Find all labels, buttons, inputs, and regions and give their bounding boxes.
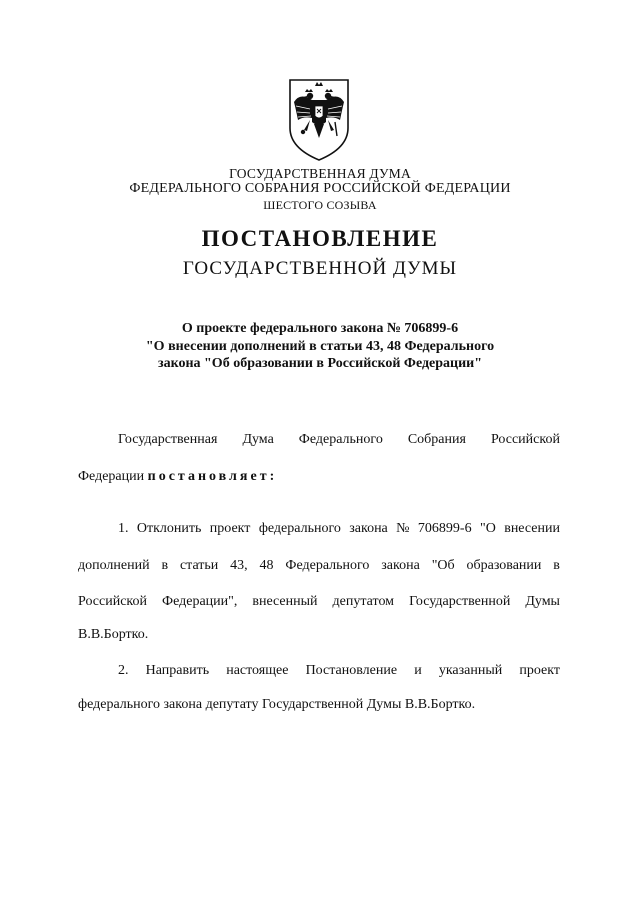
subject-line: О проекте федерального закона № 706899-6 — [181, 321, 459, 336]
item1-line-1 — [118, 521, 560, 537]
word: статьи — [179, 558, 219, 573]
header-line-convocation: ШЕСТОГО СОЗЫВА — [263, 198, 377, 212]
word: Постановление — [305, 663, 398, 678]
word: Российской — [490, 432, 560, 447]
item2-line-2: федерального закона депутату Государственной Думы В.В.Бортко. — [78, 697, 476, 712]
word: в — [161, 558, 169, 573]
word: Федерации", — [162, 594, 238, 609]
item1-line-2 — [78, 558, 560, 574]
item1-line-4: В.В.Бортко. — [78, 627, 149, 642]
word: внесенный — [252, 594, 318, 609]
subject-line: закона "Об образовании в Российской Федерации" — [157, 356, 483, 371]
word: "О — [479, 521, 496, 536]
word: Направить — [145, 663, 210, 678]
word: 48 — [259, 558, 274, 573]
word: 43, — [230, 558, 248, 573]
preamble-text: Федерации — [78, 469, 145, 484]
word: внесении — [504, 521, 560, 536]
word: Отклонить — [136, 521, 202, 536]
word: "Об — [431, 558, 455, 573]
word: и — [414, 663, 422, 678]
word: закона — [349, 521, 388, 536]
word: Федерального — [285, 558, 370, 573]
word: Думы — [525, 594, 560, 609]
subject-line: "О внесении дополнений в статьи 43, 48 Федерального — [145, 338, 495, 354]
item2-line-1 — [118, 663, 560, 679]
word: 1. — [118, 521, 129, 536]
word: Дума — [242, 432, 274, 447]
state-emblem-icon — [284, 76, 354, 162]
word: закона — [381, 558, 420, 573]
word: дополнений — [78, 558, 150, 573]
word: указанный — [438, 663, 503, 678]
item1-line-3 — [78, 594, 560, 610]
word: федерального — [258, 521, 341, 536]
word: 2. — [118, 663, 129, 678]
document-subject — [0, 320, 640, 373]
word: проект — [519, 663, 560, 678]
document-type-title: ПОСТАНОВЛЕНИЕ — [201, 226, 439, 251]
word: в — [553, 558, 560, 573]
word: № — [396, 521, 410, 536]
word: 706899-6 — [417, 521, 472, 536]
header-line-duma: ГОСУДАРСТВЕННАЯ ДУМА — [229, 166, 411, 181]
document-issuer-title: ГОСУДАРСТВЕННОЙ ДУМЫ — [182, 258, 458, 279]
word: депутатом — [332, 594, 395, 609]
preamble-line-2 — [78, 469, 277, 485]
preamble-resolves: постановляет: — [147, 469, 278, 484]
word: Государственная — [118, 432, 218, 447]
word: образовании — [466, 558, 542, 573]
word: Собрания — [407, 432, 466, 447]
word: Государственной — [409, 594, 511, 609]
word: проект — [209, 521, 251, 536]
header-line-assembly: ФЕДЕРАЛЬНОГО СОБРАНИЯ РОССИЙСКОЙ ФЕДЕРАЦИИ — [129, 181, 511, 196]
word: Российской — [78, 594, 147, 609]
word: настоящее — [226, 663, 289, 678]
preamble-line-1 — [118, 432, 560, 448]
word: Федерального — [298, 432, 383, 447]
